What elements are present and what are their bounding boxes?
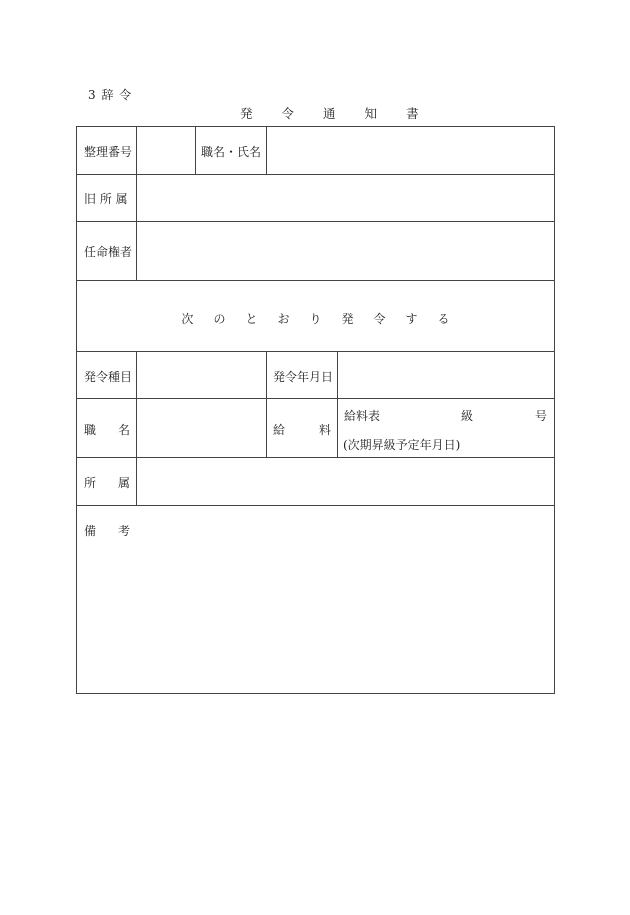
label-seiri-bango: 整理番号	[84, 145, 133, 159]
title-char: 令	[281, 106, 295, 121]
column-divider	[136, 351, 137, 505]
row-divider	[77, 457, 554, 458]
column-divider	[136, 127, 137, 280]
row-divider	[77, 505, 554, 506]
label-mei: 名	[118, 423, 131, 437]
column-divider	[195, 127, 196, 174]
label-hatsurei-shumoku: 発令種目	[84, 370, 133, 384]
title-char: 通	[323, 106, 336, 121]
statement-char: 発	[341, 312, 354, 326]
statement-char: 令	[373, 312, 386, 326]
label-ninmei-kenja: 任命権者	[84, 245, 133, 259]
row-divider	[77, 221, 554, 222]
label-jiki-shokyu: (次期昇級予定年月日)	[343, 438, 461, 452]
statement-char: と	[245, 312, 258, 326]
column-divider	[266, 127, 267, 174]
row-divider	[77, 174, 554, 175]
statement-char: の	[213, 312, 226, 326]
label-kyu-shozoku: 旧 所 属	[84, 192, 128, 206]
section-label: 3 辞 令	[88, 88, 133, 102]
hatsurei-statement	[77, 310, 554, 327]
column-divider	[266, 351, 267, 457]
document-title	[240, 104, 448, 122]
label-ko: 考	[118, 524, 131, 538]
column-divider	[337, 351, 338, 457]
label-zoku: 属	[118, 476, 131, 490]
label-kyu: 給	[273, 423, 286, 437]
statement-char: お	[277, 312, 290, 326]
statement-char: 次	[181, 312, 194, 326]
label-ryo: 料	[319, 423, 332, 437]
statement-char: り	[309, 312, 322, 326]
row-divider	[77, 351, 554, 352]
label-sho: 所	[84, 476, 97, 490]
row-divider	[77, 280, 554, 281]
title-char: 知	[364, 106, 378, 121]
statement-char: す	[405, 312, 418, 326]
title-char: 発	[240, 106, 253, 121]
title-char: 書	[406, 106, 419, 121]
label-bi: 備	[84, 524, 97, 538]
label-shokumei-shimei: 職名・氏名	[201, 145, 262, 159]
label-go: 号	[535, 409, 548, 423]
label-shoku: 職	[84, 423, 97, 437]
notice-form-table	[76, 126, 555, 694]
label-kyu-grade: 級	[461, 409, 474, 423]
statement-char: る	[437, 312, 450, 326]
label-kyuryohyo: 給料表	[344, 409, 381, 423]
label-hatsurei-nengappi: 発令年月日	[273, 370, 334, 384]
row-divider	[77, 398, 554, 399]
